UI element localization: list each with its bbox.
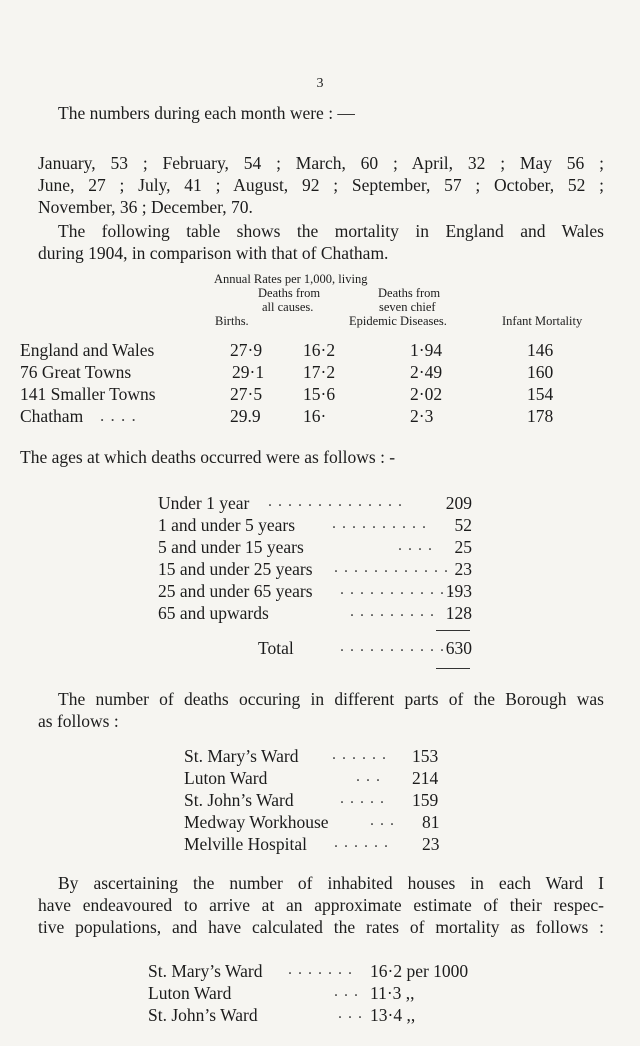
leader-dots: . . . xyxy=(334,983,359,1000)
months-line: November, 36 ; December, 70. xyxy=(38,197,253,217)
table-row-births: 29·1 xyxy=(232,362,265,382)
age-label: 25 and under 65 years xyxy=(158,581,313,601)
leader-dots: . . . . . . . . . . . . . . xyxy=(268,493,403,510)
age-value: 52 xyxy=(454,515,472,535)
col-header-epidemic-2: seven chief xyxy=(379,300,436,314)
estimate-line: have endeavoured to arrive at an approximate estimate of their respec- xyxy=(38,895,604,915)
estimate-paragraph xyxy=(38,872,604,938)
age-label: 65 and upwards xyxy=(158,603,269,623)
months-intro: The numbers during each month were : — xyxy=(58,103,355,123)
ward-label: Medway Workhouse xyxy=(184,812,329,832)
age-value: 23 xyxy=(454,559,472,579)
table-row-place: England and Wales xyxy=(20,340,155,360)
table-row-all: 17·2 xyxy=(303,362,336,382)
table-row-all: 15·6 xyxy=(303,384,336,404)
rate-value: 16·2 per 1000 xyxy=(370,961,469,981)
leader-dots: . . . xyxy=(356,768,381,785)
rate-label: St. Mary’s Ward xyxy=(148,961,263,981)
leader-dots: . . . . . . xyxy=(334,834,389,851)
ward-label: St. Mary’s Ward xyxy=(184,746,299,766)
table-row-infant: 154 xyxy=(527,384,554,404)
estimate-line: tive populations, and have calculated the rates of mortality as follows : xyxy=(38,917,604,937)
table-row-epidemic: 2·49 xyxy=(410,362,443,382)
ward-label: St. John’s Ward xyxy=(184,790,294,810)
table-row-births: 29.9 xyxy=(230,406,261,426)
leader-dots: . . . . . . . . . . . . xyxy=(334,559,449,576)
rate-label: Luton Ward xyxy=(148,983,232,1003)
table-row-place: 141 Smaller Towns xyxy=(20,384,156,404)
ages-intro: The ages at which deaths occurred were as follows : - xyxy=(20,447,396,467)
ward-value: 159 xyxy=(412,790,439,810)
rate-label: St. John’s Ward xyxy=(148,1005,258,1025)
months-line: January, 53 ; February, 54 ; March, 60 ; April, 32 ; May 56 ; xyxy=(38,153,604,173)
page-number: 3 xyxy=(316,76,324,91)
ward-label: Melville Hospital xyxy=(184,834,307,854)
col-header-all-causes-2: all causes. xyxy=(262,300,314,314)
mortality-intro xyxy=(38,220,604,264)
estimate-line: By ascertaining the number of inhabited houses in each Ward I xyxy=(58,873,604,893)
leader-dots: . . . . . . . . . . . xyxy=(340,638,445,655)
ward-value: 23 xyxy=(422,834,440,854)
table-row-infant: 146 xyxy=(527,340,554,360)
mortality-intro-line: The following table shows the mortality in England and Wales xyxy=(58,221,604,241)
total-label: Total xyxy=(258,638,294,658)
ward-value: 153 xyxy=(412,746,439,766)
table-row-all: 16· xyxy=(303,406,327,426)
age-label: 15 and under 25 years xyxy=(158,559,313,579)
leader-dots: . . . . . . . . . . . . xyxy=(340,581,455,598)
leader-dots: . . . . . xyxy=(340,790,385,807)
leader-dots: . . . . . . . xyxy=(288,961,353,978)
total-value: 630 xyxy=(445,638,472,658)
leader-dots: . . . . . . . . . xyxy=(350,603,435,620)
col-header-epidemic-1: Deaths from xyxy=(378,286,441,300)
wards-intro-line: as follows : xyxy=(38,711,119,731)
table-row-all: 16·2 xyxy=(303,340,336,360)
wards-intro xyxy=(38,688,604,732)
table-row-births: 27·9 xyxy=(230,340,263,360)
table-row-infant: 178 xyxy=(527,406,554,426)
leader-dots: . . . . . . xyxy=(332,746,387,763)
mortality-intro-line: during 1904, in comparison with that of Chatham. xyxy=(38,243,389,263)
age-label: 1 and under 5 years xyxy=(158,515,296,535)
leader-dots: . . . . xyxy=(100,406,137,425)
table-super-header: Annual Rates per 1,000, living xyxy=(214,272,368,286)
wards-intro-line: The number of deaths occuring in different parts of the Borough was xyxy=(58,689,604,709)
col-header-births: Births. xyxy=(215,314,249,328)
months-line: June, 27 ; July, 41 ; August, 92 ; September, 57 ; October, 52 ; xyxy=(38,175,604,195)
ward-value: 81 xyxy=(422,812,440,832)
col-header-all-causes-1: Deaths from xyxy=(258,286,321,300)
age-label: Under 1 year xyxy=(158,493,250,513)
ward-label: Luton Ward xyxy=(184,768,268,788)
leader-dots: . . . . . . . . . . xyxy=(332,515,427,532)
total-double-rule xyxy=(436,668,470,669)
table-row-place: Chatham xyxy=(20,406,84,426)
age-value: 128 xyxy=(445,603,472,623)
leader-dots: . . . . xyxy=(398,537,433,554)
table-row-births: 27·5 xyxy=(230,384,263,404)
age-value: 193 xyxy=(445,581,472,601)
leader-dots: . . . xyxy=(338,1005,363,1022)
table-row-epidemic: 2·3 xyxy=(410,406,434,426)
ward-value: 214 xyxy=(412,768,439,788)
table-row-epidemic: 1·94 xyxy=(410,340,443,360)
age-label: 5 and under 15 years xyxy=(158,537,304,557)
age-value: 209 xyxy=(445,493,472,513)
col-header-epidemic-3: Epidemic Diseases. xyxy=(349,314,447,328)
total-rule xyxy=(436,630,470,631)
table-row-epidemic: 2·02 xyxy=(410,384,443,404)
rate-value: 11·3 ,, xyxy=(370,983,415,1003)
months-paragraph xyxy=(38,152,604,218)
col-header-infant: Infant Mortality xyxy=(502,314,583,328)
table-row-infant: 160 xyxy=(527,362,554,382)
rate-value: 13·4 ,, xyxy=(370,1005,416,1025)
table-row-place: 76 Great Towns xyxy=(20,362,132,382)
leader-dots: . . . xyxy=(370,812,395,829)
age-value: 25 xyxy=(454,537,472,557)
